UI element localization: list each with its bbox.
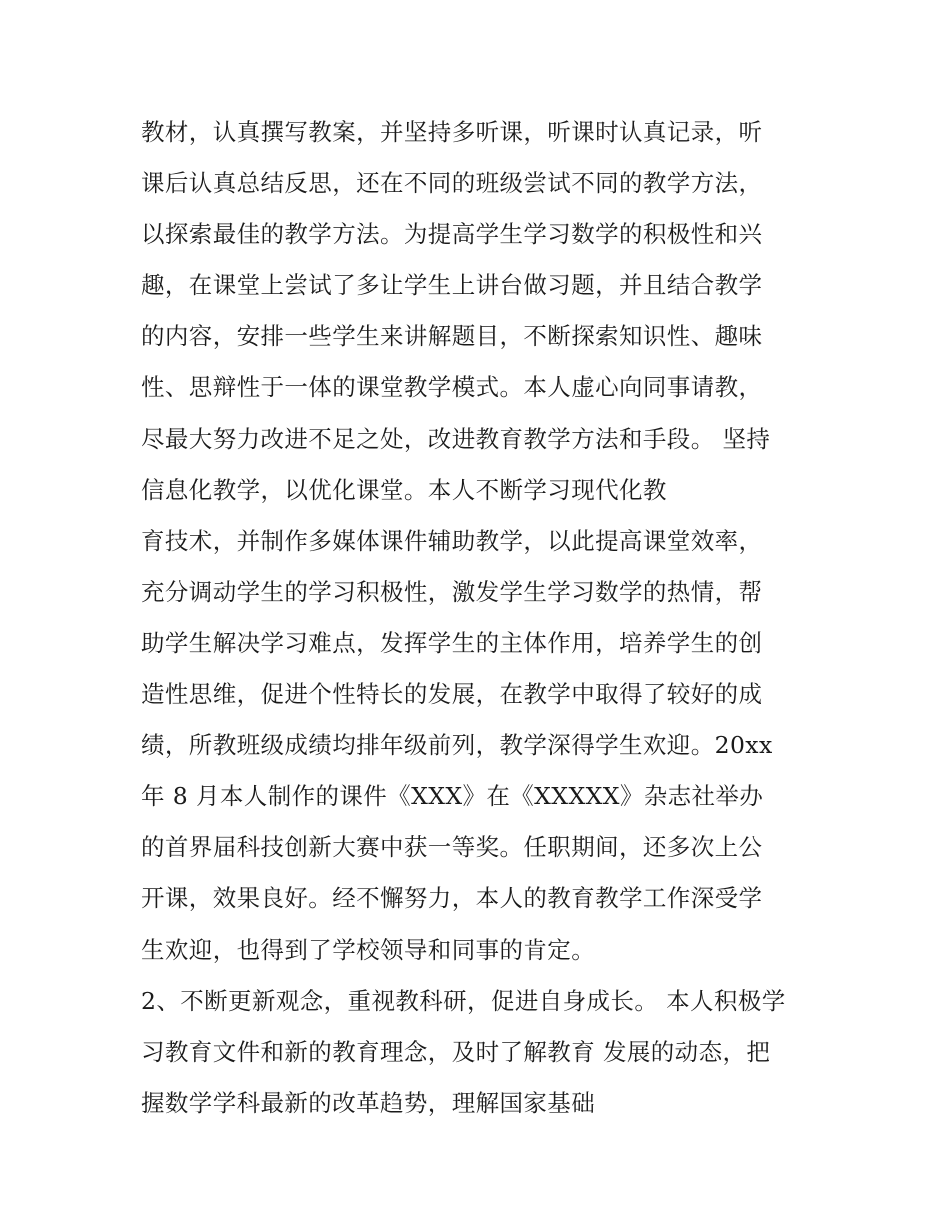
text-line: 绩，所教班级成绩均排年级前列，教学深得学生欢迎。20xx [141, 731, 773, 760]
text-line: 习教育文件和新的教育理念，及时了解教育 发展的动态，把 [141, 1037, 771, 1066]
text-line: 握数学学科最新的改革趋势，理解国家基础 [141, 1088, 596, 1117]
text-line: 助学生解决学习难点，发挥学生的主体作用，培养学生的创 [141, 628, 763, 657]
text-line: 性、思辩性于一体的课堂教学模式。本人虚心向同事请教， [141, 373, 763, 402]
document-body [141, 107, 841, 1129]
text-line: 尽最大努力改进不足之处，改进教育教学方法和手段。 坚持 [141, 424, 771, 453]
text-line: 充分调动学生的学习积极性，激发学生学习数学的热情，帮 [141, 577, 763, 606]
text-line: 年 8 月本人制作的课件《XXX》在《XXXXX》杂志社举办 [141, 782, 764, 811]
text-line: 的首界届科技创新大赛中获一等奖。任职期间，还多次上公 [141, 833, 763, 862]
section-heading-line: 2、不断更新观念，重视教科研，促进自身成长。 本人积极学 [141, 986, 786, 1015]
text-line: 的内容，安排一些学生来讲解题目，不断探索知识性、趣味 [141, 322, 763, 351]
text-line: 教材，认真撰写教案，并坚持多听课，听课时认真记录，听 [141, 118, 763, 146]
text-line: 趣，在课堂上尝试了多让学生上讲台做习题，并且结合教学 [141, 271, 763, 300]
text-line: 生欢迎，也得到了学校领导和同事的肯定。 [141, 935, 596, 964]
text-line: 信息化教学，以优化课堂。本人不断学习现代化教 [141, 475, 667, 504]
text-line: 以探索最佳的教学方法。为提高学生学习数学的积极性和兴 [141, 220, 763, 249]
text-line: 课后认真总结反思，还在不同的班级尝试不同的教学方法， [141, 169, 763, 198]
text-line: 育技术，并制作多媒体课件辅助教学，以此提高课堂效率， [141, 526, 763, 555]
text-line: 造性思维，促进个性特长的发展，在教学中取得了较好的成 [141, 680, 763, 709]
text-line: 开课，效果良好。经不懈努力，本人的教育教学工作深受学 [141, 884, 763, 913]
